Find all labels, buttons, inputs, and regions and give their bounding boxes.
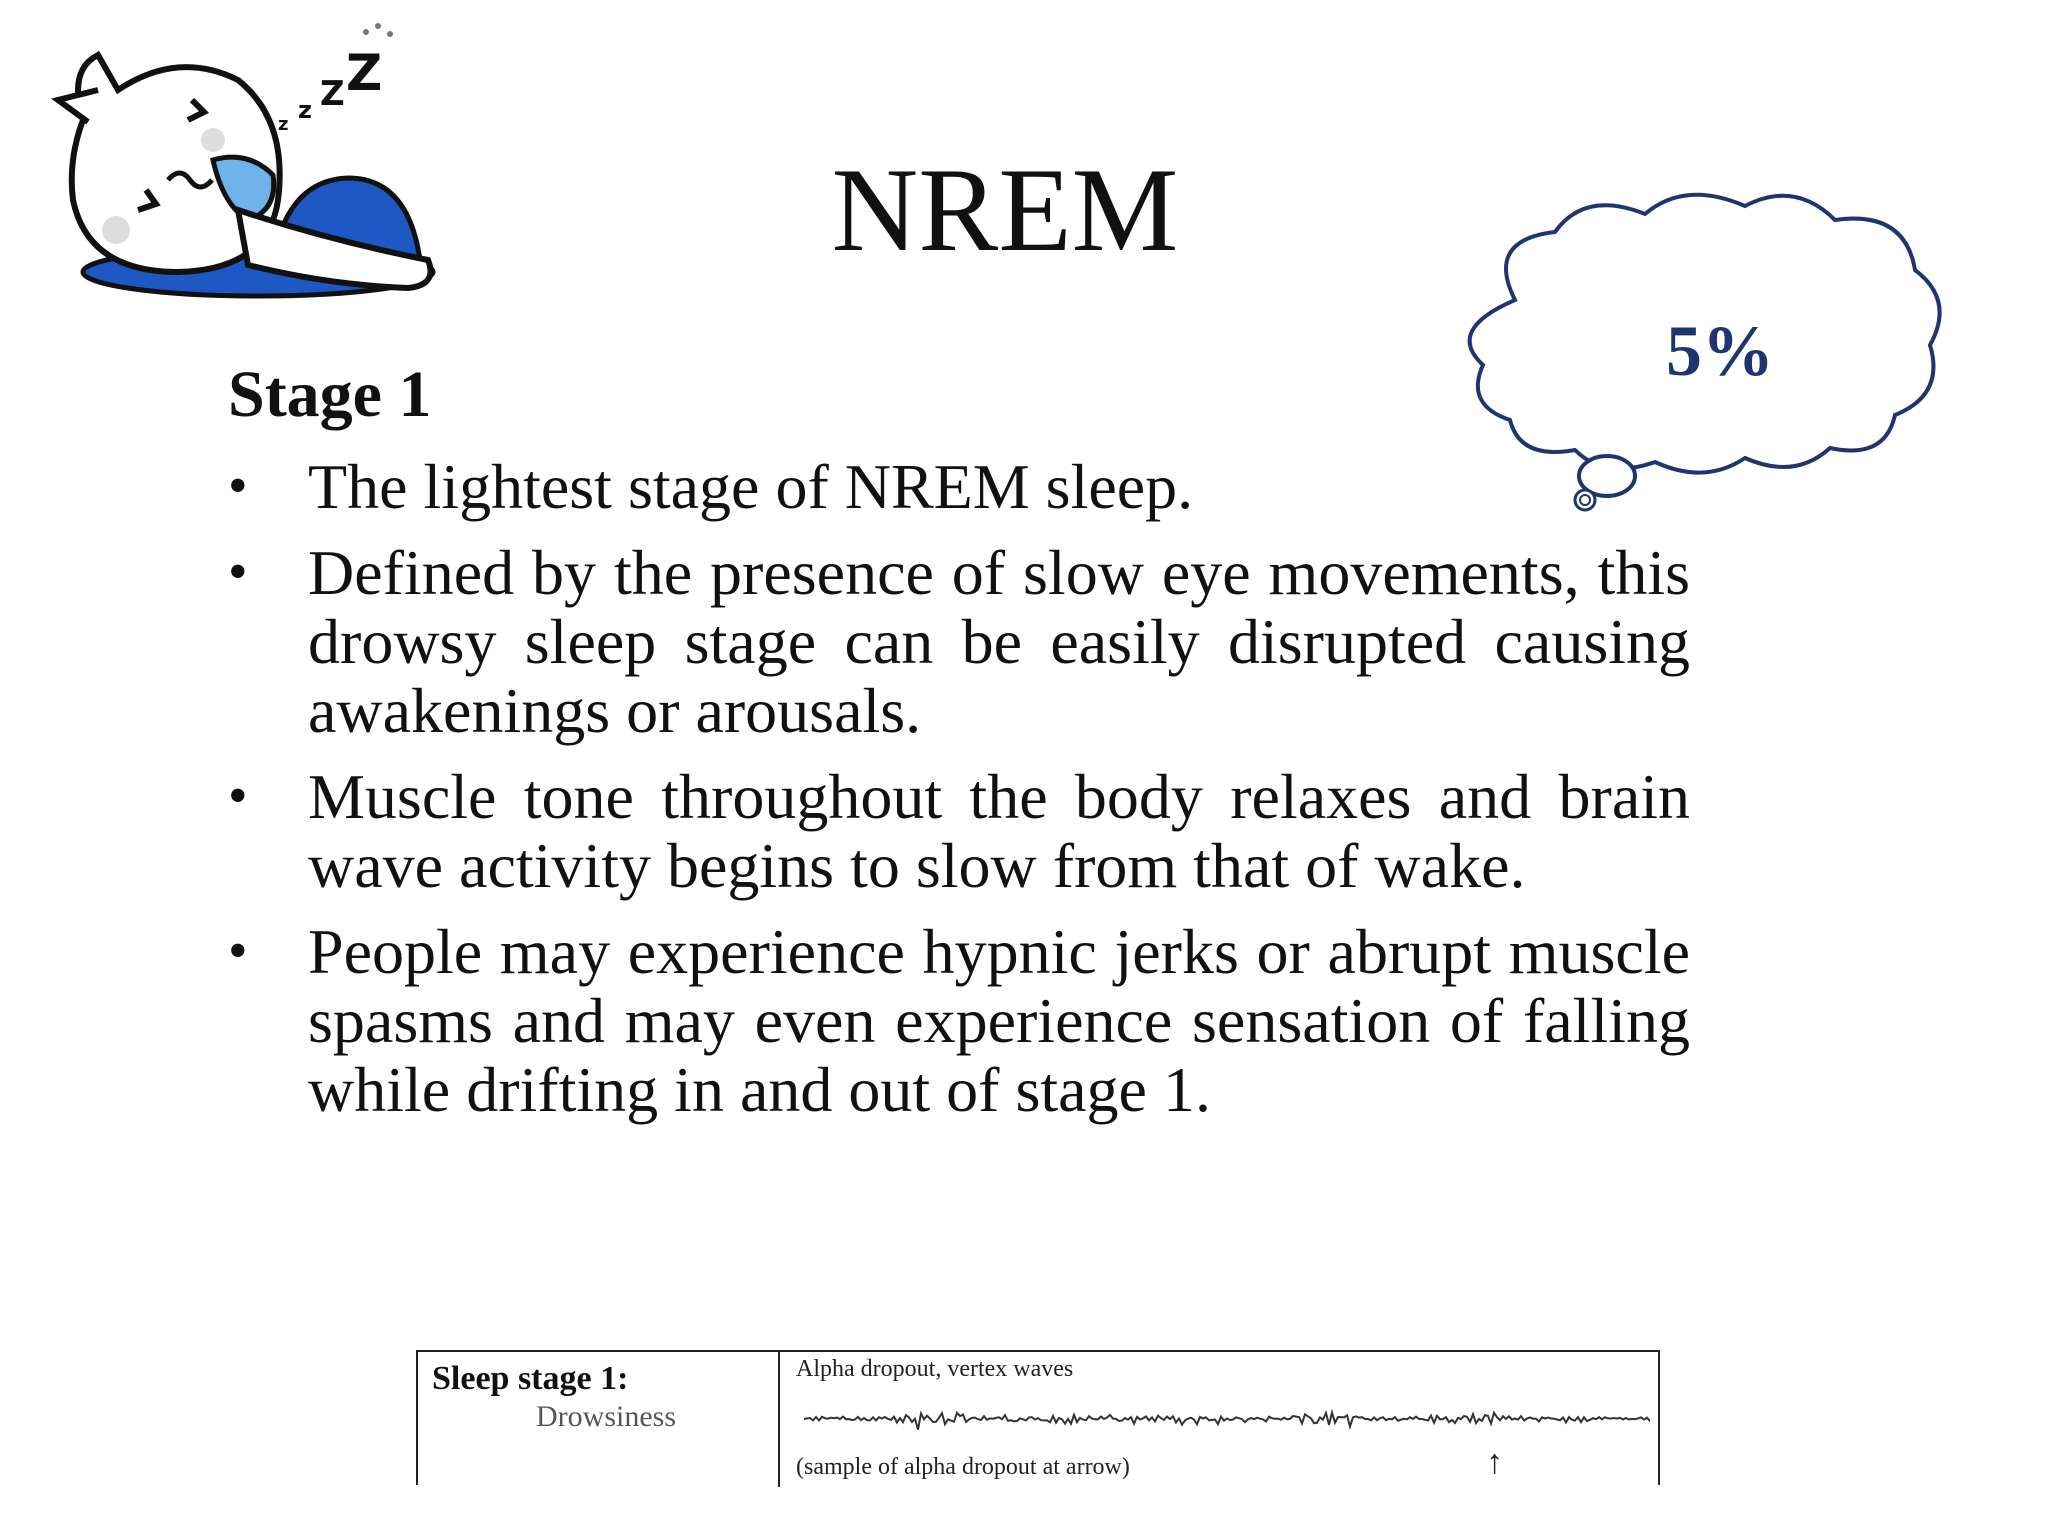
slide-title: NREM xyxy=(831,143,1179,276)
eeg-waveform-icon xyxy=(804,1404,1650,1434)
arrow-up-icon: ↑ xyxy=(1486,1444,1503,1481)
list-item xyxy=(228,452,1690,521)
bullet-icon: • xyxy=(228,765,248,827)
list-item xyxy=(228,762,1690,900)
cloud-percent-label: 5% xyxy=(1666,311,1774,391)
eeg-wave-caption: Alpha dropout, vertex waves xyxy=(796,1356,1074,1382)
bullet-icon: • xyxy=(228,920,248,982)
list-item xyxy=(228,538,1690,745)
stage-heading: Stage 1 xyxy=(228,358,432,431)
eeg-stage-label: Sleep stage 1: xyxy=(432,1360,629,1397)
bullet-text: People may experience hypnic jerks or abrupt muscle spasms and may even experience sensation of falling while drifting in and out of stage 1. xyxy=(308,916,1690,1125)
bullet-icon: • xyxy=(228,541,248,603)
eeg-stage-sublabel: Drowsiness xyxy=(536,1400,676,1433)
bullet-list xyxy=(228,452,1690,1141)
bullet-text: The lightest stage of NREM sleep. xyxy=(308,451,1194,522)
svg-text:Z: Z xyxy=(346,44,383,102)
list-item xyxy=(228,917,1690,1124)
bullet-text: Defined by the presence of slow eye movements, this drowsy sleep stage can be easily disrupted causing awakenings or arousals. xyxy=(308,537,1690,746)
svg-text:z: z xyxy=(298,96,312,124)
bullet-text: Muscle tone throughout the body relaxes and brain wave activity begins to slow from that of wake. xyxy=(308,761,1690,901)
svg-text:z: z xyxy=(278,114,289,135)
bullet-icon: • xyxy=(228,455,248,517)
svg-text:Z: Z xyxy=(320,74,345,114)
eeg-sample-note: (sample of alpha dropout at arrow) xyxy=(796,1454,1130,1480)
eeg-sample-table xyxy=(416,1350,1660,1485)
table-divider xyxy=(778,1352,780,1487)
